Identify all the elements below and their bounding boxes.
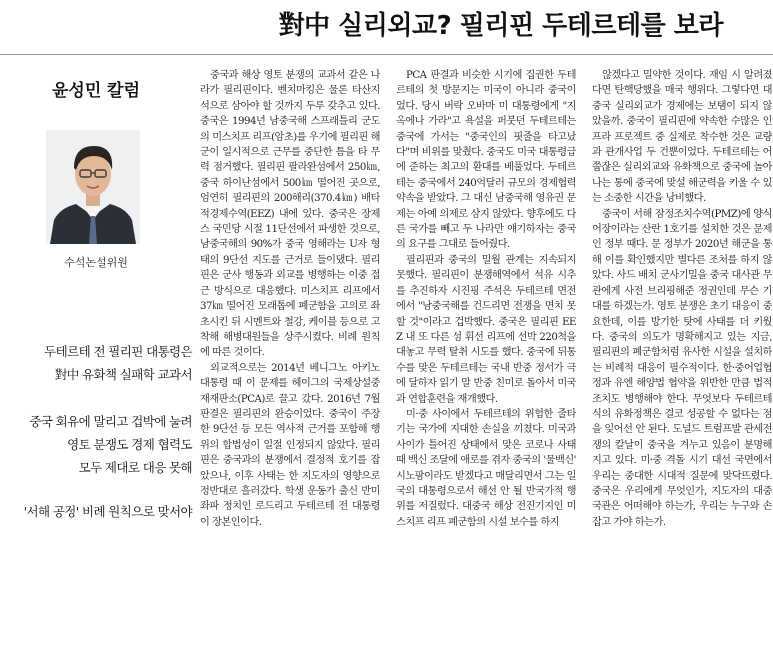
- paragraph: 필리핀과 중국의 밀월 관계는 지속되지 못했다. 필리핀이 분쟁해역에서 석유 시추를 추진하자 시진핑 주석은 두테르테 면전에서 "남중국해를 건드리면 전쟁을 면치 못할 것"이라고 겁박했다. 중국은 필리핀 EEZ 내 또 다른 섬 휘선 리프에 선박 220척을 대놓고 무력 탈취 시도를 했다. 중국에 뒤통수를 맞은 두테르테는 국내 반중 정서가 극에 달하자 읽기 말 반중 친미로 돌아서 미국과 연합훈련을 재개했다.: [396, 254, 576, 405]
- deck-line: 對中 유화책 실패학 교과서: [54, 367, 192, 382]
- deck-line: 중국 회유에 말리고 겁박에 눌려: [29, 414, 192, 429]
- deck-block-1: [0, 340, 192, 386]
- author-portrait: [46, 130, 140, 244]
- deck-line: 두테르테 전 필리핀 대통령은: [44, 344, 192, 359]
- paragraph: 미·중 사이에서 두테르테의 위험한 줄타기는 국가에 지대한 손실을 끼쳤다. 미국과 사이가 틀어진 상태에서 맞은 코로나 사태 때 백신 조달에 애로를 겪자 중국의 '물백신' 시노팜이라도 받겠다고 매달리면서 그는 일국의 대통령으로서 해선 안 될 반국가적 행위를 저질렀다. 대중국 해상 전진기지인 미스치프 리프 폐군함의 시설 보수를 하지: [396, 408, 576, 528]
- paragraph: 않겠다고 밀약한 것이다. 재임 시 알려졌다면 탄핵당했을 매국 행위다. 그렇다면 대중국 실리외교가 경제에는 보탬이 되지 않았을까. 중국이 필리핀에 약속한 수많은 인프라 프로젝트 중 실제로 착수한 것은 교량과 관개사업 두 건뿐이었다. 두테르테는 어쭙잖은 실리외교와 유화책으로 중국에 놀아나는 통에 중국에 맞설 해군력을 키울 수 있는 소중한 시간을 낭비했다.: [592, 70, 772, 205]
- article-column-2: [396, 68, 576, 658]
- author-role: 수석논설위원: [64, 256, 128, 269]
- paragraph: 중국과 해상 영토 분쟁의 교과서 같은 나라가 필리핀이다. 벤치마킹은 물론 타산지석으로 삼아야 할 것까지 두루 갖추고 있다. 중국은 1994년 남중국해 스프래틀리 군도의 미스치프 리프(암초)를 우기에 필리핀 해군이 일시적으로 근무를 중단한 틈을 타 무력 점거했다. 필리핀 팔라완섬에서 250㎞, 중국 하이난섬에서 500㎞ 떨어진 곳으로, 엄연히 필리핀의 200해리(370.4㎞) 배타적경제수역(EEZ) 내에 있다. 중국은 장제스 국민당 시절 11단선에서 파생한 것으로, 남중국해의 90%가 중국 영해라는 U자 형태의 9단선 지도를 근거로 들이댔다. 필리핀은 군사 행동과 외교를 병행하는 이중 접근 방식으로 대응했다. 미스치프 리프에서 37㎞ 떨어진 모래톱에 폐군함을 고의로 좌초시킨 뒤 시멘트와 철강, 케이블 등으로 고착해 해병대원들을 상주시켰다. 비례 원칙에 따른 것이다.: [200, 70, 380, 359]
- deck-line: '서해 공정' 비례 원칙으로 맞서야: [23, 504, 192, 519]
- article-column-1: [200, 68, 380, 658]
- deck-block-2: [0, 410, 192, 479]
- deck-line: 모두 제대로 대응 못해: [78, 460, 192, 475]
- article-column-3: [592, 68, 772, 658]
- headline: 對中 실리외교? 필리핀 두테르테를 보라: [278, 11, 723, 41]
- paragraph: 중국이 서해 잠정조치수역(PMZ)에 양식 어장이라는 산란 1호기를 설치한 것은 문제인 정부 때다. 문 정부가 2020년 해군을 통해 이를 확인했지만 별다른 조처를 하지 않았다. 사드 배치 군사기밀을 중국 대사관 무관에게 사전 브리핑해준 정권인데 무슨 기대를 하겠는가. 영토 분쟁은 초기 대응이 중요한데, 이를 방기한 탓에 사태를 더 키웠다. 중국의 의도가 명확해지고 있는 지금, 필리핀의 폐군함처럼 유사한 시설을 설치하는 비례적 대응이 필수적이다. 한·중어업협정과 유엔 해양법 협약을 위반한 만큼 법적 조치도 병행해야 한다. 무엇보다 두테르테식의 유화정책은 결코 성공할 수 없다는 점을 잊어선 안 된다. 도널드 트럼프발 관세전쟁의 칼날이 중국을 겨누고 있음이 분명해지고 있다. 미·중 격돌 시기 대선 국면에서 우리는 중대한 시대적 질문에 맞닥뜨렸다. 중국은 우리에게 무엇인가, 지도자의 대중국관은 어떠해야 하는가, 우리는 누구와 손잡고 가야 하는가.: [592, 208, 772, 528]
- headline-divider: [0, 54, 773, 55]
- deck-line: 영토 분쟁도 경제 협력도: [67, 437, 192, 452]
- deck-block-3: [0, 500, 192, 523]
- paragraph: 외교적으로는 2014년 베니그노 아키노 대통령 때 이 문제를 헤이그의 국제상설중재재판소(PCA)로 끌고 갔다. 2016년 7월 판결은 필리핀의 완승이었다. 중국이 주장한 9단선 등 모든 역사적 근거를 포함해 행위의 합법성이 일절 인정되지 않았다. 필리핀은 중국과의 분쟁에서 결정적 호기를 잡았으나, 이후 사태는 한 지도자의 영향으로 정반대로 흘러갔다. 학생 운동가 출신 반미 좌파 정치인 로드리고 두테르테 전 대통령이 장본인이다.: [200, 362, 380, 528]
- author-photo: [46, 130, 140, 244]
- author-name: 윤성민 칼럼: [51, 81, 141, 101]
- column-sidebar: [0, 58, 192, 658]
- paragraph: PCA 판결과 비슷한 시기에 집권한 두테르테의 첫 방문지는 미국이 아니라 중국이었다. 당시 버락 오바마 미 대통령에게 "지옥에나 가라"고 욕설을 퍼붓던 두테르테는 중국에 가서는 "중국인의 핏줄을 타고났다"며 비위를 맞췄다. 중국도 미국 대통령급에 준하는 최고의 환대를 베풀었다. 두테르테는 중국에서 240억달러 규모의 경제협력 약속을 받았다. 그 대신 남중국해 영유권 문제는 아예 의제로 삼지 않았다. 향후에도 다른 국가를 빼고 두 나라만 얘기하자는 중국의 요구를 그대로 들어줬다.: [396, 70, 576, 251]
